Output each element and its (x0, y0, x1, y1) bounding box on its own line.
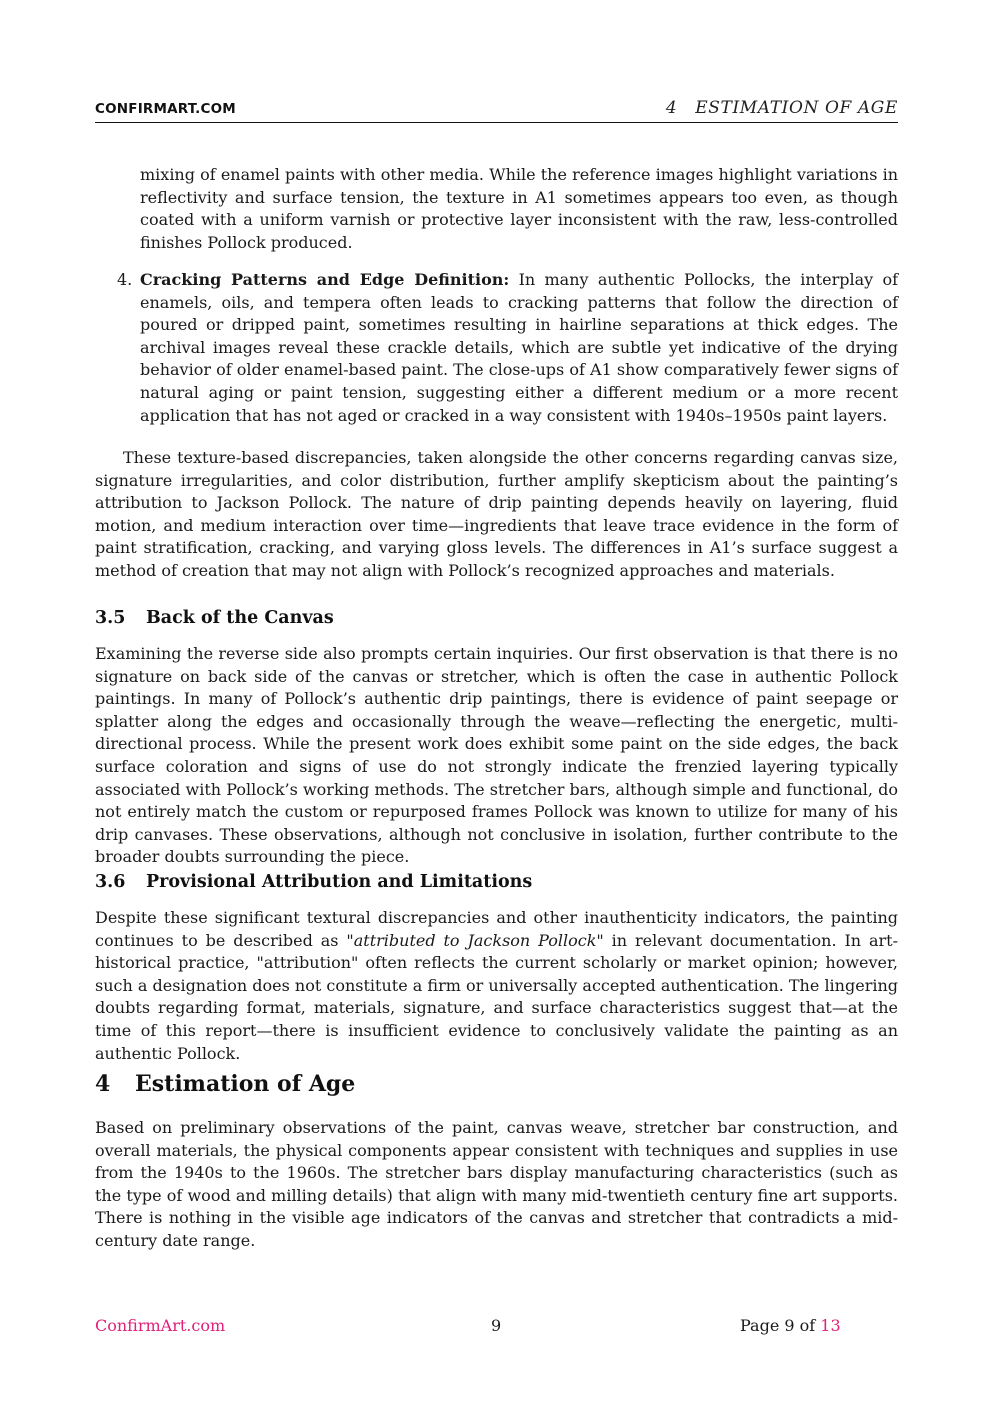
list-item (95, 269, 898, 427)
body-paragraph: Based on preliminary observations of the paint, canvas weave, stretcher bar construction, and overall materials, the physical components appear consistent with techniques and supplies in use from the 1940s to the 1960s. The stretcher bars display manufacturing characteristics (such as the type of wood and milling details) that align with many mid-twentieth century fine art supports. There is nothing in the visible age indicators of the canvas and stretcher that contradicts a mid-century date range. (95, 1118, 898, 1250)
section-title: Estimation of Age (135, 1071, 356, 1097)
section-number: 4 (95, 1071, 111, 1097)
list-item-number: 4. (117, 270, 133, 289)
body-paragraph: Examining the reverse side also prompts certain inquiries. Our first observation is that there is no signature on back side of the canvas or stretcher, which is often the case in authentic Pollock paintings. In many of Pollock’s authentic drip paintings, there is evidence of paint seepage or splatter along the edges and occasionally through the weave—reflecting the energetic, multi-directional process. While the present work does exhibit some paint on the side edges, the back surface coloration and signs of use do not strongly indicate the frenzied layering typically associated with Pollock’s working methods. The stretcher bars, although simple and functional, do not entirely match the custom or repurposed frames Pollock was known to utilize for many of his drip canvases. These observations, although not conclusive in isolation, further contribute to the broader doubts surrounding the piece. (95, 644, 898, 867)
running-section-title: 4 ESTIMATION OF AGE (665, 98, 898, 118)
section-heading-main (95, 1071, 355, 1097)
section-number: 3.6 (95, 872, 126, 892)
footer-page-number: 9 (491, 1316, 502, 1335)
section-heading (95, 608, 334, 628)
list-item-text: In many authentic Pollocks, the interplay of enamels, oils, and tempera often leads to cracking patterns that follow the direction of poured or dripped paint, sometimes resulting in hairline separations at thick edges. The archival images reveal these crackle details, which are subtle yet indicative of the drying behavior of older enamel-based paint. The close-ups of A1 show comparatively fewer signs of natural aging or paint tension, suggesting either a different medium or a more recent application that has not aged or cracked in a way consistent with 1940s–1950s paint layers. (140, 270, 898, 425)
paragraph-text: Despite these significant textural discrepancies and other inauthenticity indicators, the painting continues to be described as (95, 908, 898, 950)
total-pages-link[interactable]: 13 (820, 1316, 841, 1335)
list-item-body (140, 269, 898, 427)
section-number: 3.5 (95, 608, 126, 628)
list-item-continuation: mixing of enamel paints with other media. While the reference images highlight variations in reflectivity and surface tension, the texture in A1 sometimes appears too even, as though coated with a uniform varnish or protective layer inconsistent with the raw, less-controlled finishes Pollock produced. (140, 165, 898, 252)
section-heading (95, 872, 532, 892)
running-header (95, 96, 898, 123)
section-title: Provisional Attribution and Limitations (146, 872, 533, 892)
section-title: Back of the Canvas (146, 608, 334, 628)
footer-page-count (740, 1316, 841, 1335)
confirmart-logo: CONFIRMART.COM (95, 101, 236, 117)
body-paragraph: These texture-based discrepancies, taken alongside the other concerns regarding canvas size, signature irregularities, and color distribution, further amplify skepticism about the painting’s attribution to Jackson Pollock. The nature of drip painting depends heavily on layering, fluid motion, and medium interaction over time—ingredients that leave trace evidence in the form of paint stratification, cracking, and varying gloss levels. The differences in A1’s surface suggest a method of creation that may not align with Pollock’s recognized approaches and materials. (95, 448, 898, 580)
attribution-quote: "attributed to Jackson Pollock" (346, 930, 604, 950)
footer-site-link[interactable]: ConfirmArt.com (95, 1316, 226, 1335)
list-item-title: Cracking Patterns and Edge Definition: (140, 270, 510, 289)
page-footer (95, 1316, 898, 1338)
paragraph-text: in relevant documentation. In art-historical practice, "attribution" often reflects the current scholarly or market opinion; however, such a designation does not constitute a firm or universally accepted authentication. The lingering doubts regarding format, materials, signature, and surface characteristics suggest that—at the time of this report—there is insufficient evidence to conclusively validate the painting as an authentic Pollock. (95, 930, 899, 1063)
body-paragraph (95, 907, 898, 1065)
page-label: Page 9 of (740, 1316, 821, 1335)
